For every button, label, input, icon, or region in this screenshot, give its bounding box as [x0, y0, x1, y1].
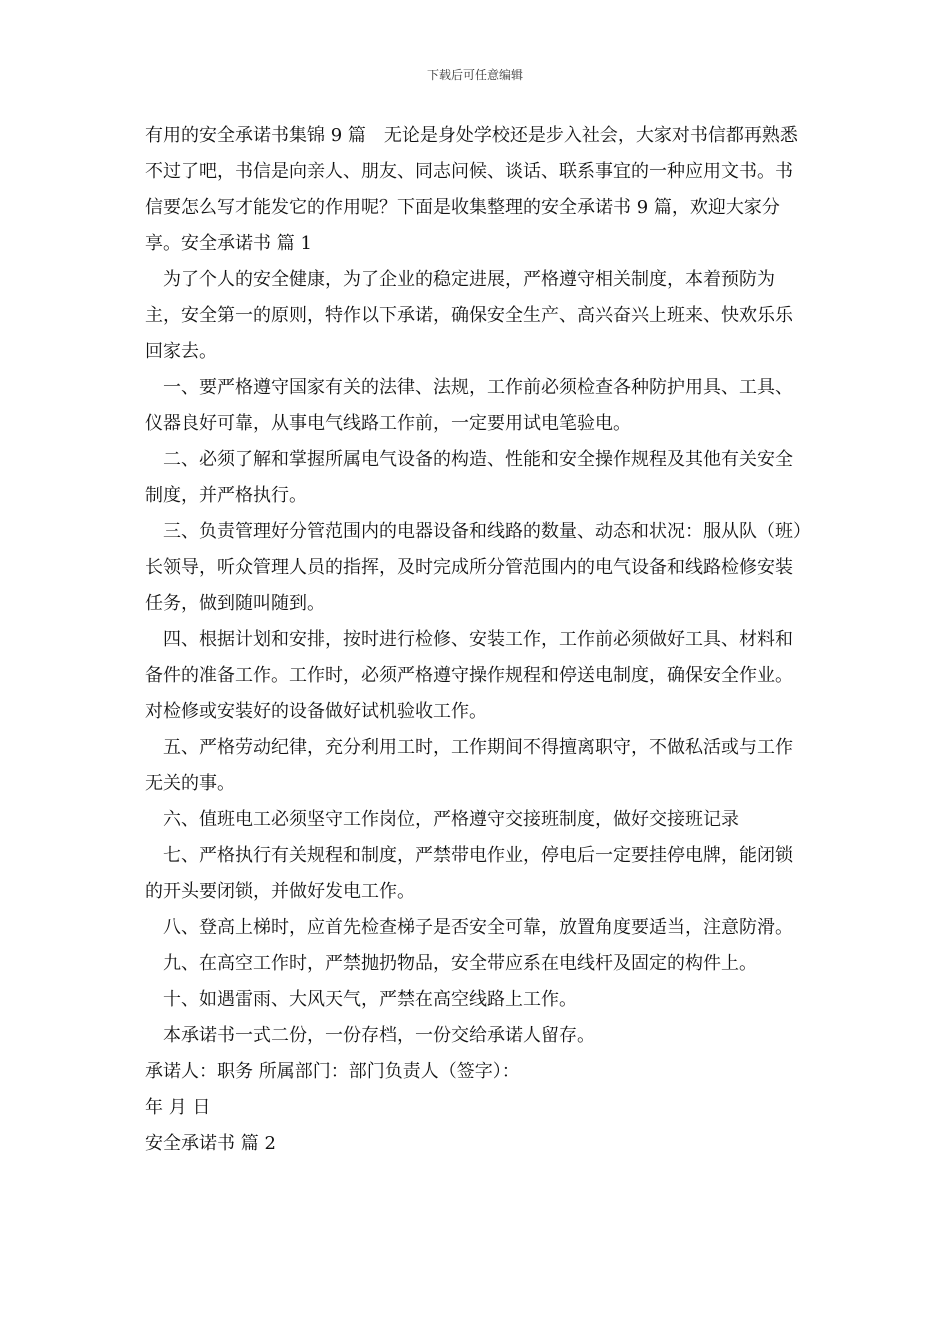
section-heading-2: 安全承诺书 篇 2 [145, 1133, 276, 1154]
paragraph-12: 本承诺书一式二份，一份存档，一份交给承诺人留存。 [163, 1025, 595, 1046]
paragraph-7: 六、值班电工必须坚守工作岗位，严格遵守交接班制度，做好交接班记录 [163, 809, 739, 830]
paragraph-6: 五、严格劳动纪律，充分利用工时，工作期间不得擅离职守，不做私活或与工作无关的事。 [145, 737, 793, 794]
page-header: 下载后可任意编辑 [426, 68, 523, 82]
document-body [145, 118, 810, 1162]
paragraph-1: 为了个人的安全健康，为了企业的稳定进展，严格遵守相关制度，本着预防为主，安全第一的原则，特作以下承诺，确保安全生产、高兴奋兴上班来、快欢乐乐回家去。 [145, 269, 793, 362]
paragraph-10: 九、在高空工作时，严禁抛扔物品，安全带应系在电线杆及固定的构件上。 [163, 953, 757, 974]
paragraph-4: 三、负责管理好分管范围内的电器设备和线路的数量、动态和状况：服从队（班）长领导，听众管理人员的指挥，及时完成所分管范围内的电气设备和线路检修安装任务，做到随叫随到。 [145, 521, 802, 614]
intro-paragraph: 有用的安全承诺书集锦 9 篇 无论是身处学校还是步入社会，大家对书信都再熟悉不过了吧，书信是向亲人、朋友、同志问候、谈话、联系事宜的一种应用文书。书信要怎么写才能发它的作用呢？下面是收集整理的安全承诺书 9 篇，欢迎大家分享。安全承诺书 篇 1 [145, 125, 798, 254]
date-line: 年 月 日 [145, 1097, 211, 1118]
paragraph-9: 八、登高上梯时，应首先检查梯子是否安全可靠，放置角度要适当，注意防滑。 [163, 917, 793, 938]
signature-line: 承诺人：职务 所属部门：部门负责人（签字）： [145, 1061, 520, 1082]
paragraph-2: 一、要严格遵守国家有关的法律、法规，工作前必须检查各种防护用具、工具、仪器良好可靠，从事电气线路工作前，一定要用试电笔验电。 [145, 377, 793, 434]
paragraph-8: 七、严格执行有关规程和制度，严禁带电作业，停电后一定要挂停电牌，能闭锁的开头要闭锁，并做好发电工作。 [145, 845, 793, 902]
paragraph-3: 二、必须了解和掌握所属电气设备的构造、性能和安全操作规程及其他有关安全制度，并严格执行。 [145, 449, 793, 506]
paragraph-11: 十、如遇雷雨、大风天气，严禁在高空线路上工作。 [163, 989, 577, 1010]
paragraph-5: 四、根据计划和安排，按时进行检修、安装工作，工作前必须做好工具、材料和备件的准备工作。工作时，必须严格遵守操作规程和停送电制度，确保安全作业。对检修或安装好的设备做好试机验收工作。 [145, 629, 793, 722]
